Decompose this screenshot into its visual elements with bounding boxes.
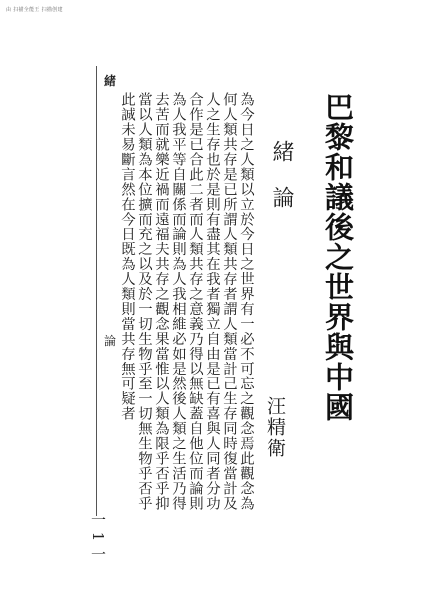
running-head-title: 緒	[104, 74, 118, 88]
running-head-section: 論	[104, 334, 118, 348]
section-heading: 緒論	[269, 140, 294, 232]
body-column-3: 人之生存也於是則有盡其在我者獨立自由是已有喜與人同者分功	[204, 92, 220, 511]
body-column-8: 此誠未易斷言然在今日既為人類則當共存無可疑者	[119, 92, 135, 421]
body-column-1: 為今日之人類以立於今日之世界有一必不可忘之觀念焉此觀念為	[238, 92, 254, 511]
scanner-watermark: 由 扫描全能王 扫描创建	[6, 7, 63, 13]
author-name: 汪精衛	[264, 396, 286, 459]
article-title: 巴黎和議後之世界與中國	[321, 92, 355, 422]
body-column-7: 當以人類為本位擴而充之以及於一切生物乎至一切無生物乎否乎	[136, 92, 152, 511]
page-number: 一 1 一	[89, 512, 107, 562]
body-column-4: 合作是已合此二者而人類共存之意義乃得以無缺蓋自他位而論則	[187, 92, 203, 511]
running-head-rule	[96, 66, 97, 516]
body-column-5: 為人我平等自關係而論則為人我相維必如是然後人類之生活乃得	[170, 92, 186, 511]
body-column-6: 去苦而就樂近禍而遠福夫共存之觀念果當惟以人類為限乎否乎抑	[153, 92, 169, 511]
body-column-2: 何人類共存是已所謂人類共存者謂人類當計己生存同時復當計及	[221, 92, 237, 511]
